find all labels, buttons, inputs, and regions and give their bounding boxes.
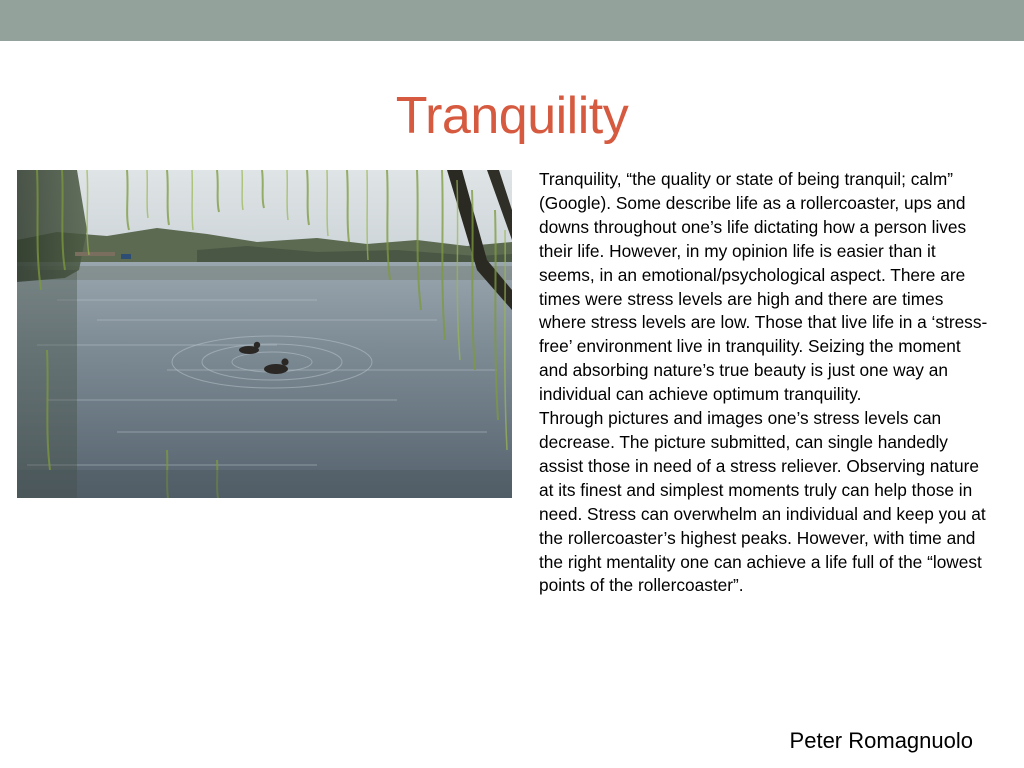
author-name: Peter Romagnuolo xyxy=(789,728,973,753)
paragraph-pictures: Through pictures and images one’s stress levels can decrease. The picture submitted, can single handedly assist those in need of a stress reliever. Observing nature at its finest and simplest moments truly can help those in need. Stress can overwhelm an individual and keep you at the rollercoaster’s highest peaks. However, with time and the right mentality one can achieve a life full of the “lowest points of the rollercoaster”. xyxy=(539,408,986,596)
slide-title: Tranquility xyxy=(395,87,629,145)
slide-body-text xyxy=(539,168,991,598)
paragraph-definition: Tranquility, “the quality or state of being tranquil; calm” (Google). Some describe life as a rollercoaster, ups and downs throughout one’s life dictating how a person lives their life. However, in my opinion life is easier than it seems, in an emotional/psychological aspect. There are times were stress levels are high and there are times where stress levels are low. Those that live life in a ‘stress-free’ environment live in tranquility. Seizing the moment and absorbing nature’s true beauty is just one way an individual can achieve optimum tranquility. xyxy=(539,169,988,405)
lake-ducks-photo xyxy=(17,170,512,498)
top-band xyxy=(0,0,1024,41)
lake-ducks-image xyxy=(17,170,512,498)
